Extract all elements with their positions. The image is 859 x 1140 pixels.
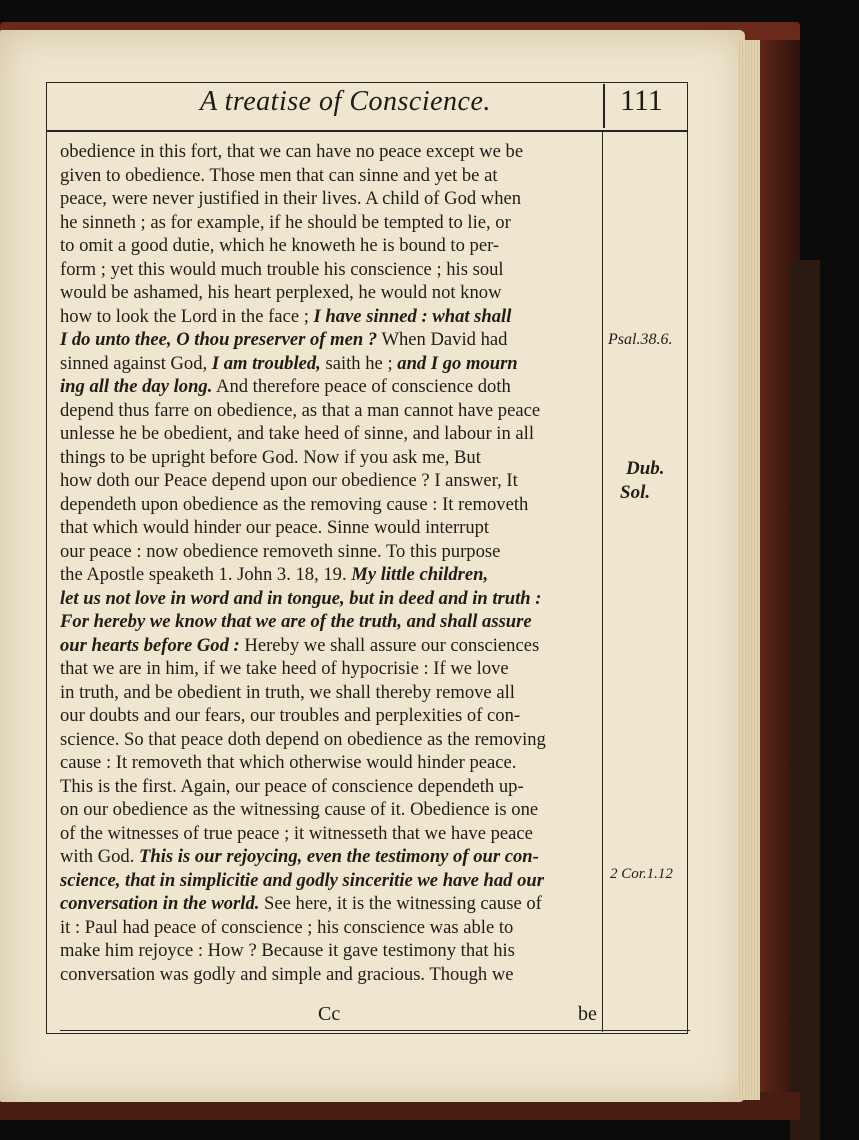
text-run: See here, it is the witnessing cause of [259,893,542,914]
text-line [60,916,600,940]
text-run: things to be upright before God. Now if you ask me, But [60,446,481,468]
text-line [60,281,600,305]
catchword: be [578,1003,597,1025]
text-run: our doubts and our fears, our troubles and perplexities of con- [60,705,521,726]
text-run: that we are in him, if we take heed of hypocrisie : If we love [60,658,509,679]
text-line [60,164,600,188]
text-run: sinned against God, [60,352,212,374]
text-run: to omit a good dutie, which he knoweth he is bound to per- [60,235,500,256]
text-run: with God. [60,846,140,867]
header-divider [603,84,605,128]
signature-mark: Cc [318,1003,341,1025]
italic-quote: This is our rejoycing, even the testimony of our con- [139,846,539,867]
text-run: the Apostle speaketh 1. John 3. 18, 19. [60,564,352,585]
text-line [60,446,600,470]
text-line [60,352,600,376]
book-spine [790,260,820,1140]
text-line [60,375,600,399]
text-run: cause : It removeth that which otherwise would hinder peace. [60,752,517,773]
italic-quote: our hearts before God : [60,634,240,656]
text-line [60,140,600,164]
text-run: unlesse he be obedient, and take heed of sinne, and labour in all [60,423,534,444]
running-head: A treatise of Conscience. [200,86,491,117]
text-line [60,657,600,681]
header-rule [46,130,688,132]
text-run: peace, were never justified in their lives. A child of God when [60,188,522,209]
text-line [60,422,600,446]
text-run: Hereby we shall assure our consciences [239,634,540,656]
italic-quote: conversation in the world. [60,893,260,914]
text-run: When David had [377,329,508,350]
italic-quote: science, that in simplicitie and godly sinceritie we have had our [60,869,544,891]
text-run: on our obedience as the witnessing cause of it. Obedience is one [60,799,539,820]
text-line [60,892,600,916]
text-line [60,634,600,658]
text-line [60,963,600,987]
text-line [60,822,600,846]
text-line [60,211,600,235]
text-line [60,610,600,634]
text-run: obedience in this fort, that we can have no peace except we be [60,141,524,162]
text-line [60,587,600,611]
text-line [60,798,600,822]
text-line [60,845,600,869]
italic-quote: My little children, [351,564,489,585]
text-run: science. So that peace doth depend on obedience as the removing [60,728,546,750]
bottom-rule [60,1030,690,1031]
text-line [60,869,600,893]
margin-note-corinthians: 2 Cor.1.12 [610,866,673,882]
italic-quote: I am troubled, [211,352,321,374]
page-number: 111 [620,84,663,117]
text-line [60,751,600,775]
text-line [60,939,600,963]
text-run: that which would hinder our peace. Sinne would interrupt [60,517,490,538]
italic-quote: I do unto thee, O thou preserver of men ? [60,329,378,350]
italic-quote: I have sinned : what shall [313,305,512,327]
text-line [60,469,600,493]
text-run: conversation was godly and simple and gracious. Though we [60,963,514,985]
italic-quote: ing all the day long. [60,376,213,397]
text-line [60,258,600,282]
text-line [60,516,600,540]
text-line [60,681,600,705]
page-edges [738,40,760,1100]
text-run: depend thus farre on obedience, as that a man cannot have peace [60,399,541,421]
margin-note-psalm: Psal.38.6. [608,331,673,348]
text-line [60,540,600,564]
text-run: of the witnesses of true peace ; it witnesseth that we have peace [60,822,533,844]
text-run: form ; yet this would much trouble his conscience ; his soul [60,258,504,280]
text-run: And therefore peace of conscience doth [212,376,511,397]
text-line [60,563,600,587]
text-line [60,399,600,423]
text-run: make him rejoyce : How ? Because it gave testimony that his [60,940,515,961]
text-run: how doth our Peace depend upon our obedience ? I answer, It [60,470,518,491]
italic-quote: For hereby we know that we are of the truth, and shall assure [60,611,532,632]
text-run: in truth, and be obedient in truth, we shall thereby remove all [60,681,515,703]
margin-rule [602,130,603,1032]
text-run: dependeth upon obedience as the removing cause : It removeth [60,493,529,515]
text-run: how to look the Lord in the face ; [60,305,314,327]
text-line [60,305,600,329]
italic-quote: and I go mourn [397,352,518,374]
italic-quote: let us not love in word and in tongue, but in deed and in truth : [60,587,542,609]
margin-note-solutio: Sol. [620,482,651,503]
text-run: would be ashamed, his heart perplexed, he would not know [60,282,502,303]
text-run: given to obedience. Those men that can sinne and yet be at [60,164,498,186]
text-run: saith he ; [320,352,398,374]
text-line [60,728,600,752]
margin-note-dubium: Dub. [626,458,665,479]
text-line [60,328,600,352]
text-line [60,187,600,211]
text-line [60,704,600,728]
text-run: our peace : now obedience removeth sinne. To this purpose [60,540,501,562]
text-line [60,234,600,258]
text-run: he sinneth ; as for example, if he should be tempted to lie, or [60,211,511,233]
text-line [60,775,600,799]
body-text [60,140,600,986]
text-run: This is the first. Again, our peace of conscience dependeth up- [60,775,524,797]
text-run: it : Paul had peace of conscience ; his conscience was able to [60,916,514,938]
text-line [60,493,600,517]
